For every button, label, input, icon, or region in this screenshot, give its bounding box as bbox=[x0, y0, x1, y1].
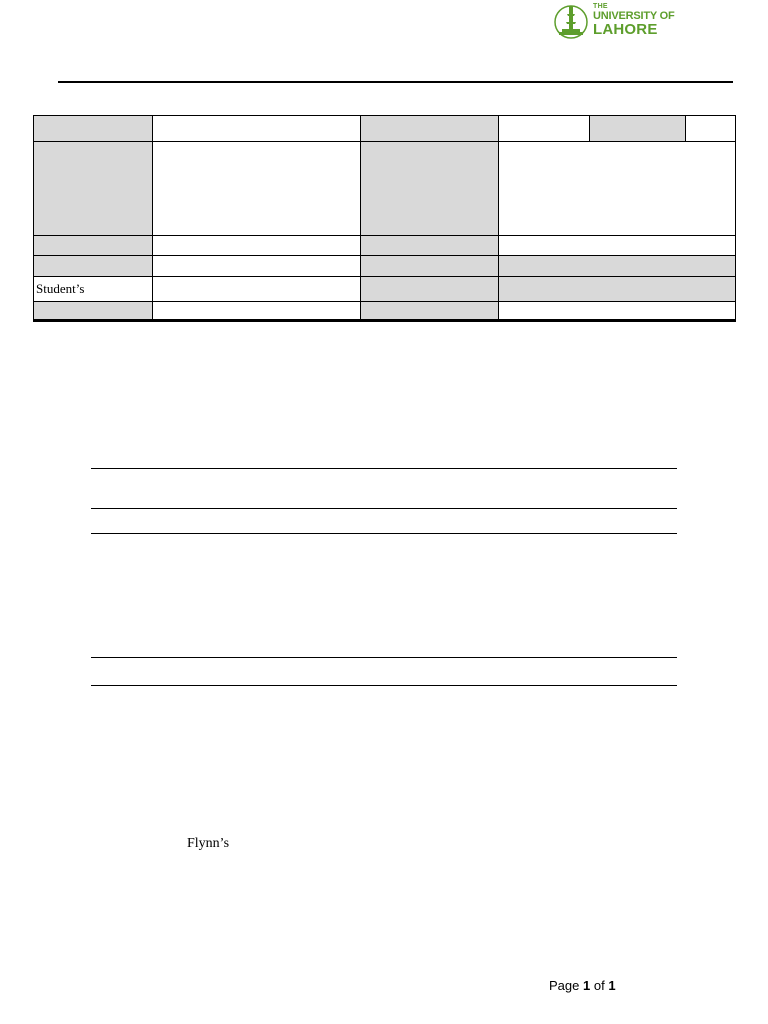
value-cell[interactable] bbox=[153, 116, 361, 142]
body-text-fragment: Flynn’s bbox=[187, 836, 230, 851]
student-info-table bbox=[33, 115, 736, 322]
table-row bbox=[34, 302, 736, 321]
header-rule bbox=[58, 81, 733, 83]
separator-line bbox=[91, 533, 677, 534]
label-cell bbox=[34, 302, 153, 321]
separator-line bbox=[91, 508, 677, 509]
label-cell bbox=[34, 236, 153, 256]
table-row bbox=[34, 142, 736, 236]
separator-line bbox=[91, 468, 677, 469]
student-label-cell bbox=[34, 277, 153, 302]
value-cell[interactable] bbox=[153, 277, 361, 302]
table-row bbox=[34, 236, 736, 256]
value-cell[interactable] bbox=[499, 142, 736, 236]
university-logo bbox=[551, 2, 681, 42]
label-cell bbox=[361, 116, 499, 142]
separator-line bbox=[91, 685, 677, 686]
value-cell[interactable] bbox=[153, 256, 361, 277]
separator-line bbox=[91, 657, 677, 658]
minar-emblem-icon bbox=[551, 2, 591, 42]
label-cell bbox=[361, 277, 499, 302]
value-cell[interactable] bbox=[499, 302, 736, 321]
value-cell[interactable] bbox=[686, 116, 736, 142]
value-cell[interactable] bbox=[499, 236, 736, 256]
label-cell bbox=[590, 116, 686, 142]
table-row bbox=[34, 277, 736, 302]
label-cell bbox=[361, 256, 499, 277]
table-row bbox=[34, 116, 736, 142]
page-of: of bbox=[593, 978, 605, 993]
value-cell bbox=[499, 256, 736, 277]
table-row bbox=[34, 256, 736, 277]
label-cell bbox=[34, 256, 153, 277]
label-cell bbox=[34, 116, 153, 142]
student-label: Student’s bbox=[36, 281, 85, 296]
logo-line-lahore: LAHORE bbox=[593, 21, 658, 38]
value-cell[interactable] bbox=[153, 236, 361, 256]
page-current: 1 bbox=[583, 978, 591, 993]
logo-line-university: UNIVERSITY OF bbox=[593, 10, 675, 22]
label-cell bbox=[34, 142, 153, 236]
label-cell bbox=[361, 236, 499, 256]
page-total: 1 bbox=[608, 978, 616, 993]
logo-wordmark bbox=[593, 3, 675, 37]
page-prefix: Page bbox=[549, 978, 580, 993]
page-number bbox=[549, 978, 616, 993]
logo-line-the: THE bbox=[593, 3, 608, 10]
value-cell[interactable] bbox=[153, 142, 361, 236]
label-cell bbox=[361, 302, 499, 321]
value-cell[interactable] bbox=[153, 302, 361, 321]
value-cell bbox=[499, 277, 736, 302]
label-cell bbox=[361, 142, 499, 236]
value-cell[interactable] bbox=[499, 116, 590, 142]
